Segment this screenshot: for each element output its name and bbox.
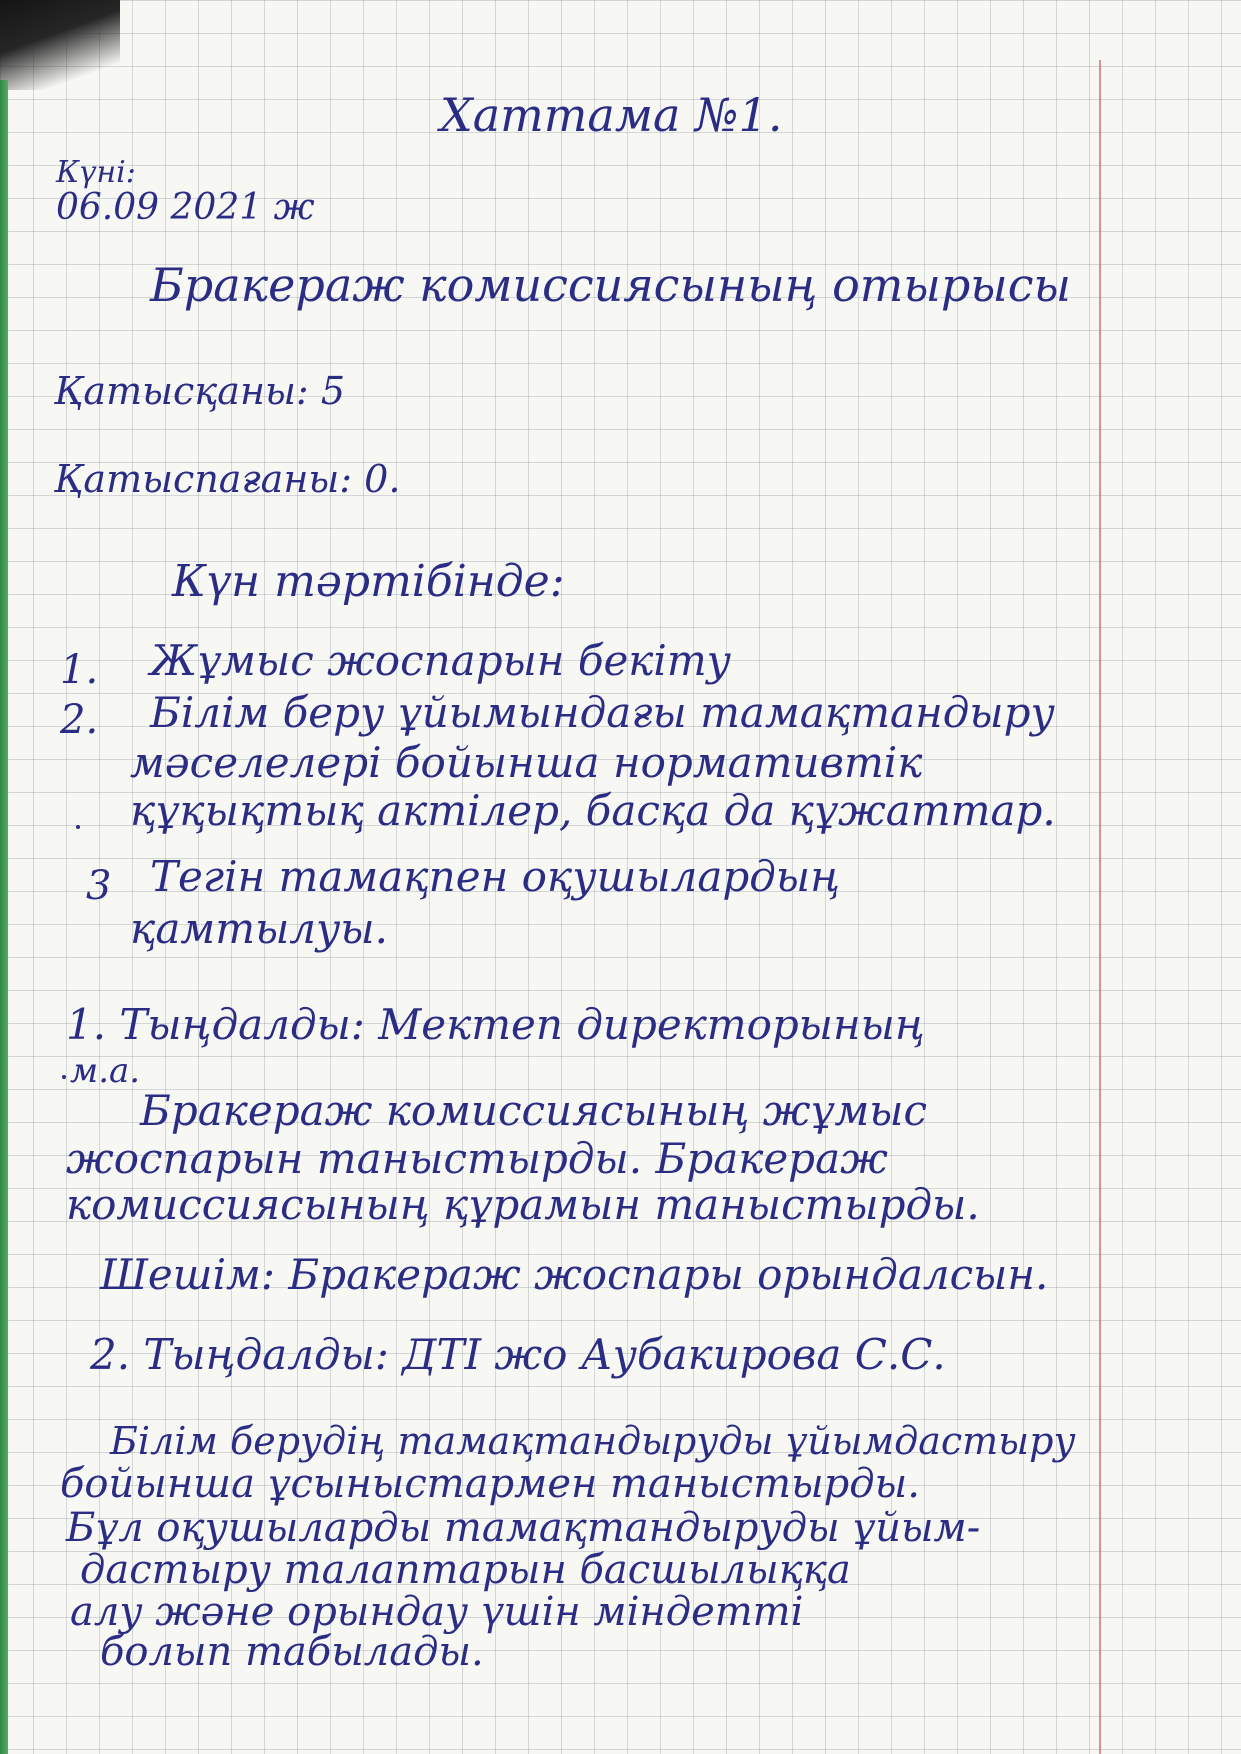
item-2-heard: 2. Тыңдалды: ДТІ жо Аубакирова С.С. — [90, 1330, 946, 1379]
attendance-present: Қатысқаны: 5 — [54, 369, 345, 413]
document-heading: Бракераж комиссиясының отырысы — [150, 258, 1071, 312]
document-title: Хаттама №1. — [440, 88, 783, 142]
item-2-text-line-3: Бұл оқушыларды тамақтандыруды ұйым- — [66, 1505, 981, 1551]
margin-dot — [62, 1075, 66, 1079]
agenda-item-2-line-2: мәселелері бойынша нормативтік — [130, 738, 923, 787]
agenda-item-3-line-2: қамтылуы. — [130, 904, 388, 953]
item-1-decision: Шешім: Бракераж жоспары орындалсын. — [100, 1250, 1049, 1299]
item-2-text-line-4: дастыру талаптарын басшылыққа — [80, 1547, 851, 1593]
item-2-text-line-5: алу және орындау үшін міндетті — [70, 1589, 804, 1635]
margin-dot — [76, 825, 80, 829]
agenda-item-2-line-1: Білім беру ұйымындағы тамақтандыру — [150, 688, 1055, 737]
agenda-item-3-number: 3 — [86, 863, 112, 909]
scan-corner-shadow — [0, 0, 120, 90]
margin-line — [1099, 60, 1101, 1754]
item-1-heard-cont: м.а. — [70, 1051, 141, 1091]
document-date: 06.09 2021 ж — [56, 187, 315, 228]
agenda-item-3-line-1: Тегін тамақпен оқушылардың — [150, 852, 841, 901]
item-1-heard: 1. Тыңдалды: Мектеп директорының — [66, 1000, 925, 1049]
item-1-text-line-3: комиссиясының құрамын таныстырды. — [66, 1180, 980, 1229]
item-2-text-line-2: бойынша ұсыныстармен таныстырды. — [60, 1461, 920, 1507]
agenda-item-2-line-3: құқықтық актілер, басқа да құжаттар. — [130, 786, 1056, 835]
agenda-item-1-number: 1. — [60, 647, 99, 693]
item-1-text-line-1: Бракераж комиссиясының жұмыс — [140, 1086, 928, 1135]
attendance-absent: Қатыспағаны: 0. — [54, 457, 401, 501]
agenda-item-1-text: Жұмыс жоспарын бекіту — [150, 636, 732, 685]
agenda-heading: Күн тәртібінде: — [172, 556, 565, 607]
notebook-cover-edge — [0, 80, 8, 1754]
date-label: Күні: — [56, 155, 136, 190]
agenda-item-2-number: 2. — [60, 697, 99, 743]
item-2-text-line-1: Білім берудің тамақтандыруды ұйымдастыру — [110, 1419, 1076, 1463]
item-2-text-line-6: болып табылады. — [100, 1629, 484, 1675]
item-1-text-line-2: жоспарын таныстырды. Бракераж — [66, 1134, 888, 1183]
